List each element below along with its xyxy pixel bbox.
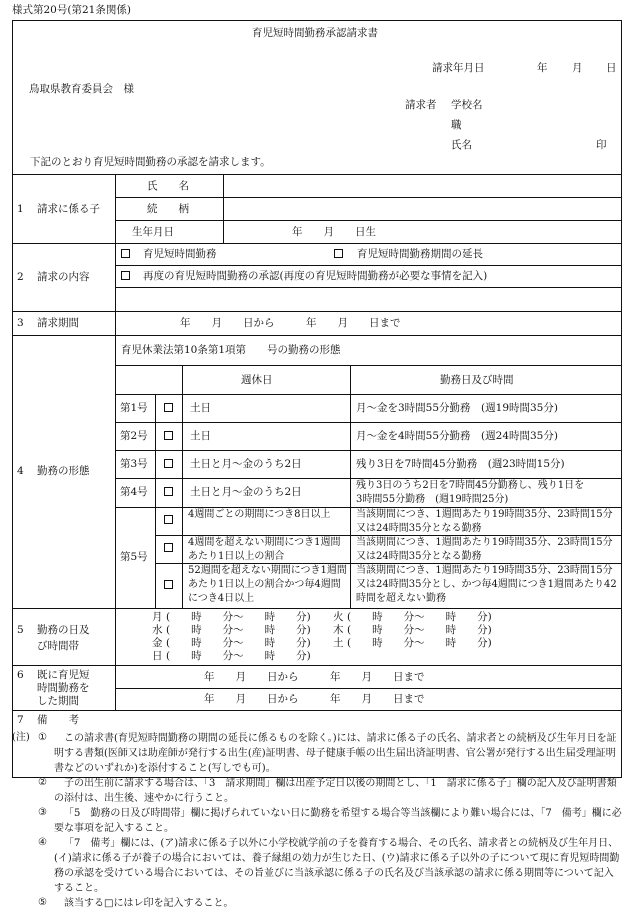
row5b-checkbox[interactable]: [164, 543, 173, 554]
section3-number: 3: [17, 317, 24, 329]
section2-label: 請求の内容: [37, 271, 90, 283]
row5c-hours: 当該期間につき、1週間あたり19時間35分、23時間15分又は24時間35分とし、かつ毎4週間につき1週間あたり42時間を超えない勤務: [356, 565, 617, 604]
row2-holiday: 土日: [190, 430, 211, 442]
request-date-month: 月: [572, 62, 583, 74]
note5-mark: ⑤: [38, 897, 47, 908]
day-tue-time: ( 時 分～ 時 分): [347, 611, 492, 623]
day-mon-label: 月: [152, 611, 163, 623]
note4-mark: ④: [38, 837, 47, 848]
note2-text: 子の出生前に請求する場合は、「3 請求期間」欄は出産予定日以後の期間とし、「1 請求に係る子」欄の記入及び証明書類の添付は、出生後、速やかに行うこと。: [54, 778, 617, 804]
child-name-label: 氏 名: [147, 180, 189, 192]
note1-text: この請求書(育児短時間勤務の期間の延長に係るものを除く。)には、請求に係る子の氏名、請求者との続柄及び生年月日を証明する書類(医師又は助産師が発行する出生(産)証明書、母子健康手帳の出生届出済証明書、官公署が発行する出生届受理証明書などのいずれか)を添付すること(写しでも可)。: [54, 733, 617, 774]
day-sat-label: 土: [333, 637, 344, 649]
child-birth-value: 年 月 日生: [292, 226, 376, 238]
post-label: 職: [451, 119, 462, 131]
document-title: 育児短時間勤務承認請求書: [252, 27, 378, 39]
day-sat-time: ( 時 分～ 時 分): [347, 637, 492, 649]
note3-mark: ③: [38, 807, 47, 818]
day-thu-label: 木: [333, 624, 344, 636]
row5-number: 第5号: [120, 551, 148, 563]
row5a-holiday: 4週間ごとの期間につき8日以上: [188, 509, 331, 520]
request-period-value: 年 月 日から 年 月 日まで: [180, 317, 401, 329]
section1-label: 請求に係る子: [37, 203, 100, 215]
row2-hours: 月～金を4時間55分勤務 (週24時間35分): [356, 430, 558, 442]
addressee: 鳥取県教育委員会 様: [29, 83, 134, 95]
section6-label-line2: 時間勤務を: [37, 682, 90, 694]
section6-label-line3: した期間: [37, 695, 79, 707]
note3-text: 「5 勤務の日及び時間帯」欄に掲げられていない日に勤務を希望する場合等当該欄により難い場合には、「7 備考」欄に必要な事項を記入すること。: [54, 808, 622, 834]
row3-number: 第3号: [120, 458, 148, 470]
day-tue-label: 火: [333, 611, 344, 623]
section6-number: 6: [17, 669, 24, 681]
row2-checkbox[interactable]: [164, 431, 173, 442]
hours-column-header: 勤務日及び時間: [440, 374, 514, 386]
section2-number: 2: [17, 271, 24, 283]
row1-hours: 月～金を3時間55分勤務 (週19時間35分): [356, 402, 558, 414]
day-sun-label: 日: [152, 650, 163, 662]
day-wed-label: 水: [152, 624, 163, 636]
option-short-time-label: 育児短時間勤務: [143, 248, 217, 260]
requester-label: 請求者: [405, 99, 437, 111]
row5a-checkbox[interactable]: [164, 515, 173, 526]
note5-text: 該当する□にはレ印を記入すること。: [64, 898, 234, 909]
day-mon-time: ( 時 分～ 時 分): [166, 611, 311, 623]
day-sun-time: ( 時 分～ 時 分): [166, 650, 311, 662]
section4-number: 4: [17, 465, 24, 477]
section5-label-line1: 勤務の日及: [37, 624, 90, 636]
holiday-column-header: 週休日: [241, 374, 273, 386]
row3-checkbox[interactable]: [164, 459, 173, 470]
row4-hours-line1: 残り3日のうち2日を7時間45分勤務し、残り1日を: [356, 480, 585, 491]
option-extension-checkbox[interactable]: [334, 249, 343, 260]
section7-number: 7: [17, 714, 24, 726]
day-fri-time: ( 時 分～ 時 分): [166, 637, 311, 649]
section6-label-line1: 既に育児短: [37, 669, 90, 681]
row4-checkbox[interactable]: [164, 487, 173, 498]
child-relation-label: 続 柄: [147, 203, 189, 215]
option-extension-label: 育児短時間勤務期間の延長: [357, 248, 483, 260]
option-short-time-checkbox[interactable]: [121, 249, 130, 260]
row1-holiday: 土日: [190, 402, 211, 414]
request-date-day: 日: [606, 62, 617, 74]
row5b-hours: 当該期間につき、1週間あたり19時間35分、23時間15分又は24時間35分となる勤務: [356, 537, 613, 562]
section4-label: 勤務の形態: [37, 465, 90, 477]
school-name-label: 学校名: [451, 99, 483, 111]
day-wed-time: ( 時 分～ 時 分): [166, 624, 311, 636]
section5-number: 5: [17, 624, 24, 636]
note4-text: 「7 備考」欄には、(ア)請求に係る子以外に小学校就学前の子を養育する場合、その氏名、請求者との続柄及び生年月日、(イ)請求に係る子が養子の場合においては、養子縁組の効力が生じた日、(ウ)請求に係る子以外の子について現に育児短時間勤務の承認を受けている場合においては、その旨並びに当該承認に係る子の氏名及び当該承認の請求に係る期間等について記入すること。: [54, 838, 620, 894]
row5c-holiday: 52週間を超えない期間につき1週間あたり1日以上の割合かつ毎4週間につき4日以上: [188, 565, 347, 604]
section7-label: 備 考: [37, 714, 79, 726]
section5-label-line2: び時間帯: [37, 640, 79, 652]
notes-prefix: (注): [12, 732, 30, 743]
child-birth-label: 生年月日: [132, 226, 174, 238]
note1-mark: ①: [38, 732, 47, 743]
row5a-hours: 当該期間につき、1週間あたり19時間35分、23時間15分又は24時間35分となる勤務: [356, 509, 613, 534]
request-date-label: 請求年月日: [432, 62, 485, 74]
row4-hours-line2: 3時間55分勤務 (週19時間25分): [356, 494, 509, 505]
day-thu-time: ( 時 分～ 時 分): [347, 624, 492, 636]
note2-mark: ②: [38, 777, 47, 788]
row5c-checkbox[interactable]: [164, 580, 173, 591]
option-reapproval-label: 再度の育児短時間勤務の承認(再度の育児短時間勤務が必要な事情を記入): [143, 270, 488, 282]
requester-name-label: 氏名: [451, 139, 472, 151]
past-period-1: 年 月 日から 年 月 日まで: [204, 671, 425, 683]
past-period-2: 年 月 日から 年 月 日まで: [204, 693, 425, 705]
seal-mark: 印: [596, 139, 607, 151]
work-form-heading: 育児休業法第10条第1項第 号の勤務の形態: [121, 344, 341, 356]
row1-checkbox[interactable]: [164, 403, 173, 414]
row3-hours: 残り3日を7時間45分勤務 (週23時間15分): [356, 458, 565, 470]
row1-number: 第1号: [120, 402, 148, 414]
section1-number: 1: [17, 203, 24, 215]
row4-number: 第4号: [120, 486, 148, 498]
request-date-year: 年: [537, 62, 548, 74]
section3-label: 請求期間: [37, 317, 79, 329]
row2-number: 第2号: [120, 430, 148, 442]
day-fri-label: 金: [152, 637, 163, 649]
option-reapproval-checkbox[interactable]: [121, 271, 130, 282]
row4-holiday: 土日と月～金のうち2日: [190, 486, 302, 498]
row5b-holiday: 4週間を超えない期間につき1週間あたり1日以上の割合: [188, 537, 341, 562]
row3-holiday: 土日と月～金のうち2日: [190, 458, 302, 470]
intro-text: 下記のとおり育児短時間勤務の承認を請求します。: [30, 156, 271, 168]
form-number-label: 様式第20号(第21条関係): [12, 4, 131, 16]
